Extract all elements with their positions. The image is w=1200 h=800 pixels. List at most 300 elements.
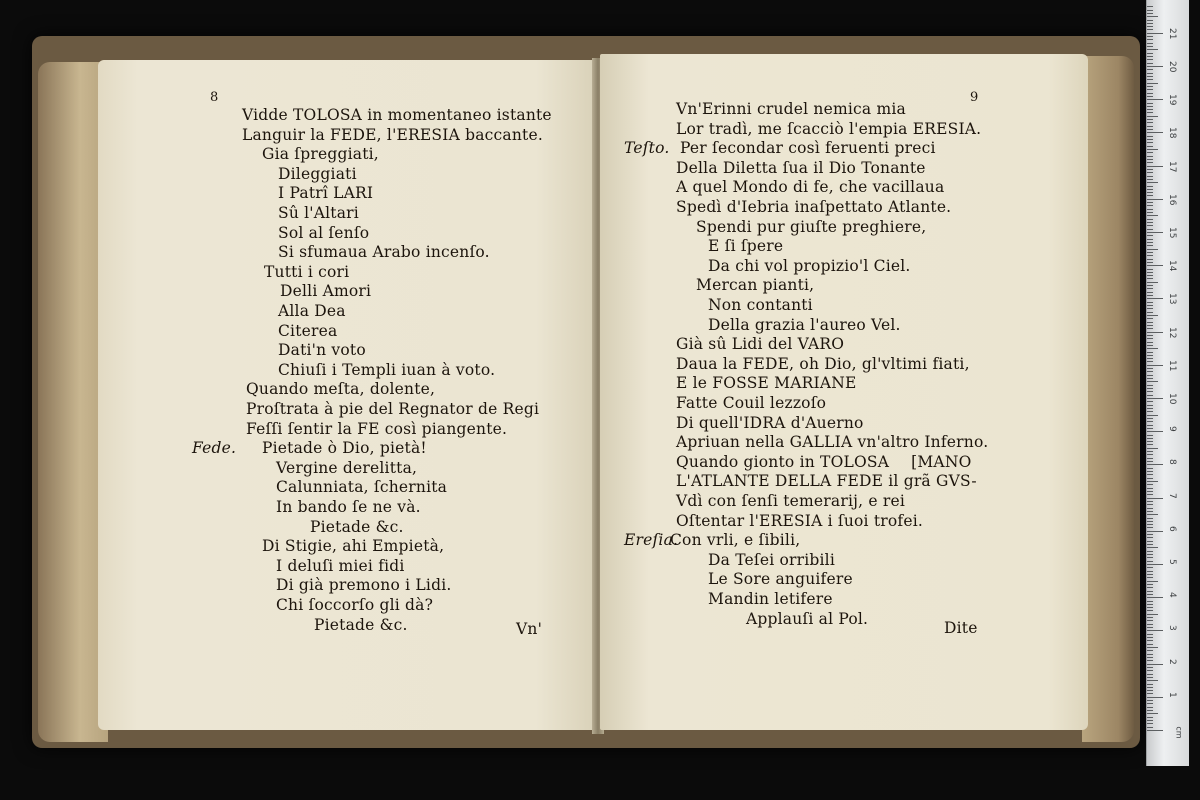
ruler-tick — [1147, 700, 1153, 701]
ruler-tick — [1147, 684, 1153, 685]
ruler-tick — [1147, 720, 1153, 721]
ruler-tick — [1147, 315, 1158, 316]
left-verse-line — [246, 400, 539, 419]
verse-text: Tutti i cori — [264, 262, 350, 281]
ruler-tick — [1147, 13, 1153, 14]
ruler-tick — [1147, 680, 1158, 681]
right-verse-line — [708, 590, 833, 609]
ruler-tick — [1147, 239, 1153, 240]
ruler-tick — [1147, 56, 1153, 57]
right-verse-line — [676, 394, 826, 413]
ruler-tick — [1147, 498, 1163, 499]
ruler-tick — [1147, 192, 1153, 193]
ruler-tick — [1147, 29, 1153, 30]
verse-text: Citerea — [278, 321, 338, 340]
verse-text: Alla Dea — [278, 302, 346, 320]
ruler-tick — [1147, 607, 1153, 608]
left-verse-line — [278, 361, 495, 380]
ruler-number: 21 — [1167, 27, 1177, 40]
right-verse-line — [676, 335, 844, 354]
ruler-tick — [1147, 328, 1153, 329]
ruler-tick — [1147, 677, 1153, 678]
ruler-tick — [1147, 664, 1163, 665]
left-verse-line — [278, 243, 490, 262]
ruler-tick — [1147, 670, 1153, 671]
ruler-tick — [1147, 597, 1163, 598]
verse-text: Di già premono i Lidi. — [276, 576, 452, 595]
left-verse-line — [310, 518, 404, 537]
ruler-tick — [1147, 441, 1153, 442]
ruler-tick — [1147, 112, 1153, 113]
ruler-tick — [1147, 305, 1153, 306]
ruler-number: 3 — [1167, 625, 1177, 632]
ruler-tick — [1147, 630, 1163, 631]
verse-text: Di quell'IDRA d'Auerno — [676, 413, 864, 432]
ruler-tick — [1147, 132, 1163, 133]
ruler-tick — [1147, 454, 1153, 455]
verse-text: Applauſi al Pol. — [746, 609, 869, 628]
ruler-tick — [1147, 312, 1153, 313]
ruler-tick — [1147, 33, 1163, 34]
left-verse-line — [276, 478, 447, 497]
ruler-tick — [1147, 126, 1153, 127]
ruler-tick — [1147, 508, 1153, 509]
ruler-tick — [1147, 232, 1163, 233]
ruler-tick — [1147, 212, 1153, 213]
ruler-tick — [1147, 687, 1153, 688]
ruler-number: 1 — [1167, 691, 1177, 698]
ruler-tick — [1147, 199, 1163, 200]
verse-text: Per ſecondar così feruenti preci — [680, 139, 936, 158]
verse-text: Pietade &c. — [310, 517, 404, 536]
verse-text: Vergine derelitta, — [276, 458, 418, 477]
ruler-tick — [1147, 205, 1153, 206]
right-verse-line — [676, 492, 905, 511]
ruler-number: 9 — [1167, 426, 1177, 432]
ruler-tick — [1147, 166, 1163, 167]
catchword: Dite — [944, 619, 978, 637]
ruler-tick — [1147, 93, 1153, 94]
ruler-tick — [1147, 634, 1153, 635]
ruler-tick — [1147, 391, 1153, 392]
right-verse-line — [676, 433, 988, 452]
ruler-tick — [1147, 531, 1163, 532]
ruler-tick — [1147, 76, 1153, 77]
verse-text: Spendi pur giuſte preghiere, — [696, 217, 927, 236]
ruler-tick — [1147, 554, 1153, 555]
verse-text: Dati'n voto — [278, 341, 366, 360]
left-verse-line — [246, 420, 507, 439]
ruler-tick — [1147, 577, 1153, 578]
ruler-number: 10 — [1167, 393, 1177, 405]
ruler-tick — [1147, 561, 1153, 562]
ruler-tick — [1147, 69, 1153, 70]
ruler-tick — [1147, 222, 1153, 223]
ruler-tick — [1147, 418, 1153, 419]
ruler-tick — [1147, 109, 1153, 110]
ruler-tick — [1147, 202, 1153, 203]
ruler-tick — [1147, 116, 1158, 117]
right-verse-line — [676, 159, 926, 178]
ruler-tick — [1147, 361, 1153, 362]
ruler-tick — [1147, 325, 1153, 326]
ruler-tick — [1147, 494, 1153, 495]
ruler-tick — [1147, 265, 1163, 266]
ruler-tick — [1147, 26, 1153, 27]
ruler-tick — [1147, 713, 1158, 714]
ruler-tick — [1147, 703, 1153, 704]
page-number-left: 8 — [210, 90, 219, 105]
ruler-number: 16 — [1167, 193, 1177, 206]
ruler-tick — [1147, 627, 1153, 628]
ruler-tick — [1147, 122, 1153, 123]
ruler-tick — [1147, 371, 1153, 372]
left-page — [98, 60, 596, 730]
right-verse-line — [696, 218, 926, 237]
ruler-tick — [1147, 335, 1153, 336]
right-verse-line — [676, 198, 951, 217]
ruler-tick — [1147, 474, 1153, 475]
ruler-tick — [1147, 654, 1153, 655]
left-verse-line — [242, 126, 543, 145]
left-verse-line — [262, 145, 379, 164]
ruler-tick — [1147, 39, 1153, 40]
ruler-tick — [1147, 186, 1153, 187]
page-block-right-edge — [1082, 56, 1134, 742]
ruler-tick — [1147, 86, 1153, 87]
ruler-tick — [1147, 189, 1153, 190]
left-verse-line — [278, 302, 346, 321]
verse-text: Da Teſei orribili — [708, 550, 835, 569]
ruler-tick — [1147, 229, 1153, 230]
ruler-tick — [1147, 365, 1163, 366]
ruler-tick — [1147, 693, 1153, 694]
right-verse-line — [708, 551, 835, 570]
right-verse-line — [708, 237, 783, 256]
verse-text: A quel Mondo di fe, che vacillaua — [676, 178, 945, 197]
ruler-tick — [1147, 723, 1153, 724]
ruler-tick — [1147, 142, 1153, 143]
ruler-tick — [1147, 697, 1163, 698]
ruler-tick — [1147, 53, 1153, 54]
left-verse-line — [264, 263, 349, 282]
verse-text: Oſtentar l'ERESIA i ſuoi trofei. — [676, 511, 923, 530]
ruler-tick — [1147, 83, 1158, 84]
verse-text: Feſſi ſentir la FE così piangente. — [246, 419, 508, 438]
speaker-label: Teſto. — [624, 139, 670, 158]
right-verse-line — [708, 296, 813, 315]
left-verse-line — [278, 322, 337, 341]
ruler-tick — [1147, 156, 1153, 157]
left-verse-line — [278, 184, 373, 203]
ruler-tick — [1147, 10, 1153, 11]
ruler-tick — [1147, 527, 1153, 528]
ruler-tick — [1147, 262, 1153, 263]
ruler-tick — [1147, 129, 1153, 130]
right-verse-line — [676, 414, 864, 433]
right-verse-line — [676, 453, 972, 472]
left-verse-line — [276, 576, 451, 595]
verse-text: Da chi vol propizio'l Ciel. — [708, 256, 911, 275]
ruler-tick — [1147, 338, 1153, 339]
ruler-tick — [1147, 488, 1153, 489]
ruler-tick — [1147, 285, 1153, 286]
verse-text: Chiuſi i Templi iuan à voto. — [278, 360, 496, 379]
ruler-tick — [1147, 481, 1158, 482]
ruler-number: 19 — [1167, 94, 1177, 106]
ruler-tick — [1147, 551, 1153, 552]
ruler-tick — [1147, 717, 1153, 718]
right-verse-line — [670, 531, 800, 550]
ruler-tick — [1147, 647, 1158, 648]
ruler-tick — [1147, 195, 1153, 196]
left-verse-line — [246, 380, 435, 399]
ruler-tick — [1147, 557, 1153, 558]
left-verse-line — [278, 165, 357, 184]
ruler-tick — [1147, 103, 1153, 104]
verse-text: Vn'Erinni crudel nemica mia — [676, 100, 906, 118]
ruler-tick — [1147, 46, 1153, 47]
verse-text: In bando ſe ne và. — [276, 498, 421, 516]
verse-text: I deluſi miei fidi — [276, 556, 405, 575]
page-number-right: 9 — [970, 90, 979, 105]
verse-text: Della grazia l'aureo Vel. — [708, 315, 901, 334]
left-verse-line — [262, 537, 444, 556]
right-page — [600, 54, 1088, 730]
ruler-tick — [1147, 398, 1163, 399]
verse-text: Calunniata, ſchernita — [276, 478, 448, 497]
ruler-tick — [1147, 176, 1153, 177]
ruler-tick — [1147, 431, 1163, 432]
ruler-number: 14 — [1167, 260, 1177, 272]
ruler-number: 20 — [1167, 61, 1177, 73]
ruler-tick — [1147, 245, 1153, 246]
ruler-tick — [1147, 49, 1158, 50]
left-verse-line — [278, 204, 359, 223]
verse-text: Gia ſpreggiati, — [262, 145, 379, 164]
verse-text: Le Sore anguifere — [708, 570, 853, 589]
right-verse-line — [746, 610, 868, 629]
ruler-tick — [1147, 521, 1153, 522]
ruler-tick — [1147, 89, 1153, 90]
ruler-tick — [1147, 272, 1153, 273]
ruler-number: 18 — [1167, 127, 1177, 139]
right-verse-line — [676, 472, 977, 491]
ruler-tick — [1147, 451, 1153, 452]
measuring-ruler — [1146, 0, 1189, 766]
ruler-tick — [1147, 674, 1153, 675]
ruler-tick — [1147, 491, 1153, 492]
ruler-tick — [1147, 23, 1153, 24]
ruler-tick — [1147, 650, 1153, 651]
ruler-tick — [1147, 16, 1158, 17]
ruler-tick — [1147, 604, 1153, 605]
ruler-number: 7 — [1167, 492, 1177, 499]
ruler-tick — [1147, 149, 1158, 150]
ruler-tick — [1147, 73, 1153, 74]
ruler-number: 8 — [1167, 459, 1177, 466]
ruler-tick — [1147, 411, 1153, 412]
verse-line-tail: [MANO — [911, 452, 972, 471]
ruler-tick — [1147, 614, 1158, 615]
ruler-tick — [1147, 601, 1153, 602]
ruler-tick — [1147, 584, 1153, 585]
ruler-tick — [1147, 249, 1158, 250]
speaker-label: Ereſia. — [624, 531, 679, 550]
right-verse-line — [708, 570, 853, 589]
ruler-tick — [1147, 119, 1153, 120]
verse-text: Apriuan nella GALLIA vn'altro Inferno. — [676, 433, 989, 452]
verse-text: L'ATLANTE DELLA FEDE il grã GVS- — [676, 472, 977, 491]
ruler-tick — [1147, 421, 1153, 422]
ruler-tick — [1147, 415, 1158, 416]
verse-text: Dileggiati — [278, 164, 357, 183]
ruler-tick — [1147, 405, 1153, 406]
ruler-tick — [1147, 172, 1153, 173]
ruler-number: 17 — [1167, 160, 1177, 173]
verse-text: Languir la FEDE, l'ERESIA baccante. — [242, 125, 543, 144]
ruler-tick — [1147, 484, 1153, 485]
ruler-tick — [1147, 292, 1153, 293]
verse-text: Lor tradì, me ſcacciò l'empia ERESIA. — [676, 119, 982, 138]
ruler-tick — [1147, 6, 1153, 7]
ruler-tick — [1147, 541, 1153, 542]
ruler-tick — [1147, 620, 1153, 621]
verse-text: Già sû Lidi del VARO — [676, 335, 845, 354]
ruler-tick — [1147, 242, 1153, 243]
right-verse-line — [676, 178, 944, 197]
verse-text: E ſi ſpere — [708, 237, 784, 256]
ruler-tick — [1147, 727, 1153, 728]
ruler-tick — [1147, 152, 1153, 153]
ruler-tick — [1147, 610, 1153, 611]
ruler-tick — [1147, 259, 1153, 260]
ruler-tick — [1147, 159, 1153, 160]
ruler-tick — [1147, 667, 1153, 668]
ruler-tick — [1147, 518, 1153, 519]
ruler-unit-label: cm — [1174, 726, 1184, 739]
ruler-tick — [1147, 20, 1153, 21]
ruler-tick — [1147, 544, 1153, 545]
ruler-tick — [1147, 448, 1158, 449]
ruler-tick — [1147, 162, 1153, 163]
ruler-tick — [1147, 378, 1153, 379]
ruler-tick — [1147, 288, 1153, 289]
verse-text: Con vrli, e ſibili, — [670, 531, 801, 550]
verse-text: Mandin letifere — [708, 590, 833, 608]
ruler-tick — [1147, 644, 1153, 645]
verse-text: Quando gionto in TOLOSA — [676, 452, 890, 471]
ruler-tick — [1147, 640, 1153, 641]
ruler-number: 11 — [1167, 359, 1177, 372]
ruler-tick — [1147, 302, 1153, 303]
ruler-tick — [1147, 63, 1153, 64]
left-verse-line — [276, 557, 405, 576]
ruler-tick — [1147, 355, 1153, 356]
ruler-tick — [1147, 182, 1158, 183]
left-verse-line — [242, 106, 552, 125]
ruler-tick — [1147, 169, 1153, 170]
verse-text: Sol al ſenſo — [278, 223, 370, 242]
verse-text: Proſtrata à pie del Regnator de Regi — [246, 400, 540, 418]
verse-text: Di Stigie, ahi Empietà, — [262, 537, 445, 556]
ruler-tick — [1147, 66, 1163, 67]
verse-text: Delli Amori — [280, 282, 372, 301]
ruler-tick — [1147, 385, 1153, 386]
ruler-tick — [1147, 352, 1153, 353]
verse-text: Pietade &c. — [314, 615, 408, 634]
ruler-tick — [1147, 707, 1153, 708]
ruler-tick — [1147, 209, 1153, 210]
ruler-tick — [1147, 537, 1153, 538]
ruler-tick — [1147, 375, 1153, 376]
ruler-tick — [1147, 278, 1153, 279]
verse-text: Spedì d'Iebria inaſpettato Atlante. — [676, 198, 952, 216]
ruler-tick — [1147, 255, 1153, 256]
ruler-number: 6 — [1167, 525, 1177, 532]
ruler-tick — [1147, 401, 1153, 402]
left-verse-line — [278, 224, 369, 243]
verse-text: I Patrî LARI — [278, 184, 374, 203]
ruler-tick — [1147, 395, 1153, 396]
ruler-tick — [1147, 298, 1163, 299]
left-verse-line — [276, 596, 433, 615]
ruler-tick — [1147, 657, 1153, 658]
verse-text: Quando meſta, dolente, — [246, 380, 436, 399]
right-verse-line — [676, 374, 857, 393]
ruler-tick — [1147, 358, 1153, 359]
ruler-tick — [1147, 587, 1153, 588]
ruler-tick — [1147, 106, 1153, 107]
ruler-tick — [1147, 381, 1158, 382]
left-verse-line — [276, 498, 421, 517]
ruler-tick — [1147, 581, 1158, 582]
speaker-label: Fede. — [192, 439, 237, 458]
ruler-tick — [1147, 322, 1153, 323]
catchword: Vn' — [516, 620, 543, 638]
ruler-tick — [1147, 318, 1153, 319]
ruler-tick — [1147, 435, 1153, 436]
ruler-tick — [1147, 425, 1153, 426]
ruler-tick — [1147, 547, 1158, 548]
ruler-tick — [1147, 79, 1153, 80]
verse-text: Pietade ò Dio, pietà! — [262, 439, 427, 458]
ruler-tick — [1147, 59, 1153, 60]
right-verse-line — [696, 276, 814, 295]
left-verse-line — [280, 282, 371, 301]
ruler-number: 13 — [1167, 293, 1177, 305]
ruler-tick — [1147, 458, 1153, 459]
left-verse-line — [278, 341, 366, 360]
ruler-tick — [1147, 501, 1153, 502]
ruler-tick — [1147, 136, 1153, 137]
verse-text: Mercan pianti, — [696, 276, 815, 295]
ruler-tick — [1147, 342, 1153, 343]
left-verse-line — [276, 459, 417, 478]
ruler-number: 4 — [1167, 592, 1177, 598]
ruler-tick — [1147, 468, 1153, 469]
verse-text: Non contanti — [708, 296, 813, 314]
ruler-tick — [1147, 511, 1153, 512]
verse-text: Vdì con ſenſi temerarij, e rei — [676, 492, 906, 510]
right-verse-line — [676, 100, 906, 119]
right-verse-line — [708, 257, 911, 276]
right-verse-line — [676, 512, 923, 531]
right-verse-line — [676, 355, 970, 374]
left-verse-line — [262, 439, 427, 458]
ruler-tick — [1147, 368, 1153, 369]
ruler-tick — [1147, 235, 1153, 236]
